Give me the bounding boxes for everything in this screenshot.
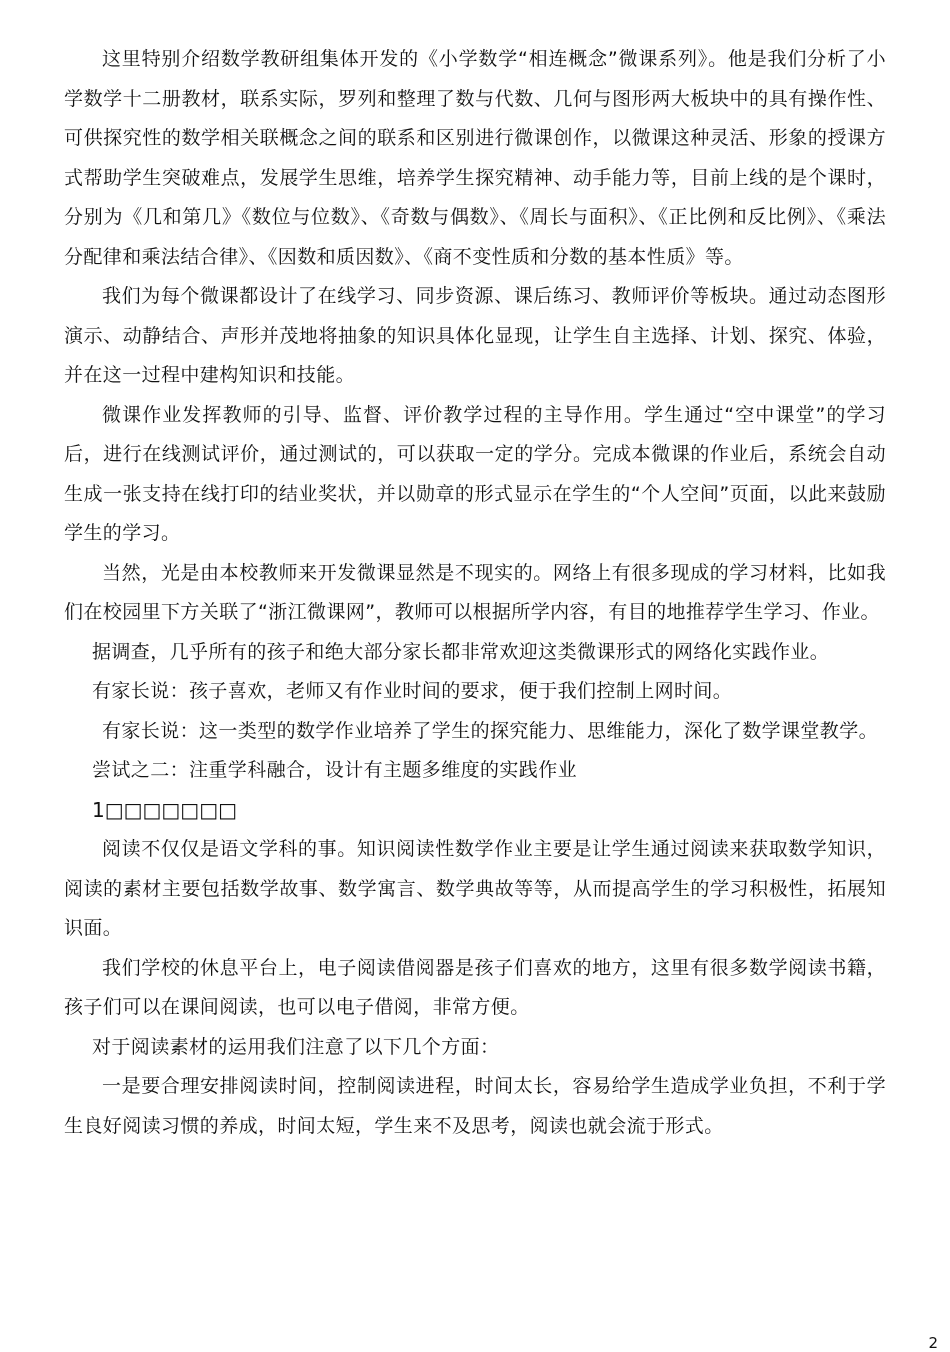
section-heading-attempt-two: 尝试之二：注重学科融合，设计有主题多维度的实践作业 (92, 759, 578, 781)
subheading-numbered: 1□□□□□□□ (92, 797, 237, 822)
page-number: 2 (928, 1334, 938, 1352)
document-body (64, 40, 886, 1146)
paragraph-parent-quote-2: 有家长说：这一类型的数学作业培养了学生的探究能力、思维能力，深化了数学课堂教学。 (102, 719, 879, 742)
paragraph-reading-intro: 阅读不仅仅是语文学科的事。知识阅读性数学作业主要是让学生通过阅读来获取数学知识，阅读的素材主要包括数学故事、数学寓言、数学典故等等，从而提高学生的学习积极性，拓展知识面。 (64, 838, 886, 939)
paragraph-external-resources: 当然，光是由本校教师来开发微课显然是不现实的。网络上有很多现成的学习材料，比如我们在校园里下方关联了“浙江微课网”，教师可以根据所学内容，有目的地推荐学生学习、作业。 (64, 561, 886, 623)
paragraph-homework-role: 微课作业发挥教师的引导、监督、评价教学过程的主导作用。学生通过“空中课堂”的学习后，进行在线测试评价，通过测试的，可以获取一定的学分。完成本微课的作业后，系统会自动生成一张支持在线打印的结业奖状，并以勋章的形式显示在学生的“个人空间”页面，以此来鼓励学生的学习。 (64, 403, 886, 544)
paragraph-reading-time: 一是要合理安排阅读时间，控制阅读进程，时间太长，容易给学生造成学业负担，不利于学生良好阅读习惯的养成，时间太短，学生来不及思考，阅读也就会流于形式。 (64, 1075, 886, 1137)
paragraph-parent-quote-1: 有家长说：孩子喜欢，老师又有作业时间的要求，便于我们控制上网时间。 (92, 680, 733, 702)
paragraph-microcourse-design: 我们为每个微课都设计了在线学习、同步资源、课后练习、教师评价等板块。通过动态图形演示、动静结合、声形并茂地将抽象的知识具体化显现，让学生自主选择、计划、探究、体验，并在这一过程中建构知识和技能。 (64, 285, 886, 386)
paragraph-microcourse-series: 这里特别介绍数学教研组集体开发的《小学数学“相连概念”微课系列》。他是我们分析了小学数学十二册教材，联系实际，罗列和整理了数与代数、几何与图形两大板块中的具有操作性、可供探究性的数学相关联概念之间的联系和区别进行微课创作，以微课这种灵活、形象的授课方式帮助学生突破难点，发展学生思维，培养学生探究精神、动手能力等，目前上线的是个课时，分别为《几和第几》《数位与位数》、《奇数与偶数》、《周长与面积》、《正比例和反比例》、《乘法分配律和乘法结合律》、《因数和质因数》、《商不变性质和分数的基本性质》等。 (64, 48, 886, 268)
paragraph-reading-platform: 我们学校的休息平台上，电子阅读借阅器是孩子们喜欢的地方，这里有很多数学阅读书籍，孩子们可以在课间阅读，也可以电子借阅，非常方便。 (64, 956, 886, 1018)
paragraph-reading-aspects: 对于阅读素材的运用我们注意了以下几个方面： (92, 1035, 500, 1058)
paragraph-survey: 据调查，几乎所有的孩子和绝大部分家长都非常欢迎这类微课形式的网络化实践作业。 (92, 640, 830, 663)
